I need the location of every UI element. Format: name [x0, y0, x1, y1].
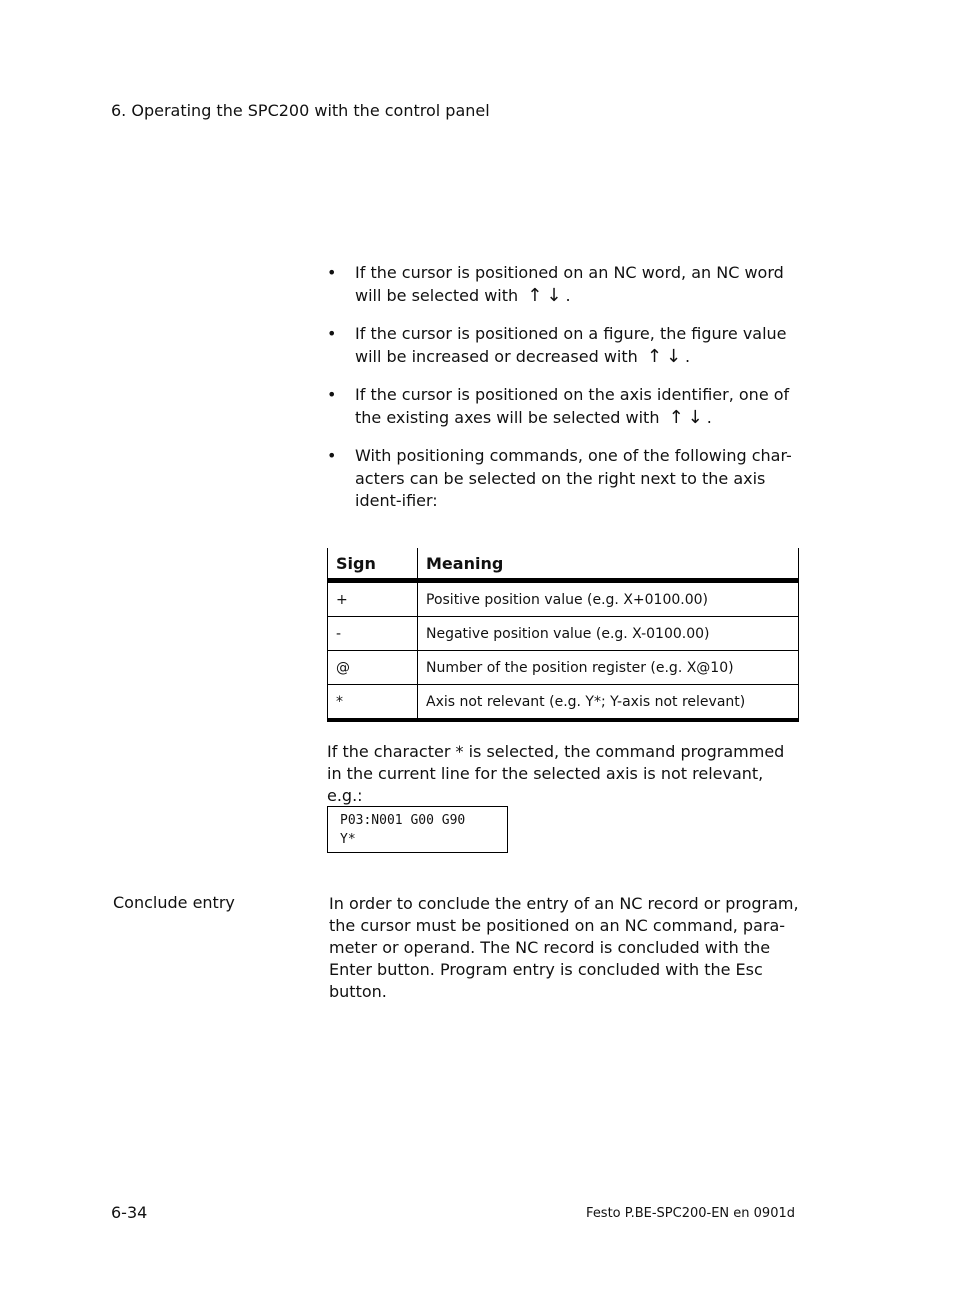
- bullet-item: [327, 445, 802, 513]
- sign-cell: *: [328, 685, 418, 721]
- bullet-dot: •: [327, 446, 337, 465]
- bullet-dot: •: [327, 324, 337, 343]
- up-down-arrows-icon: ↑↓: [668, 406, 707, 428]
- sign-cell: @: [328, 651, 418, 685]
- bullet-end: .: [685, 346, 691, 366]
- bullet-text: With positioning commands, one of the following char-acters can be selected on the right next to the axis ident-ifier:: [355, 446, 792, 510]
- display-line-2: Y*: [340, 832, 356, 847]
- section-header: 6. Operating the SPC200 with the control panel: [111, 101, 490, 120]
- bullet-item: [327, 384, 802, 429]
- column-header-sign: Sign: [328, 548, 418, 581]
- meaning-cell: Axis not relevant (e.g. Y*; Y-axis not relevant): [418, 685, 799, 721]
- meaning-cell: Number of the position register (e.g. X@10): [418, 651, 799, 685]
- table-row: [328, 617, 799, 651]
- explanation-paragraph: If the character * is selected, the command programmed in the current line for the selected axis is not relevant, e.g.:: [327, 742, 785, 805]
- bullet-list: [327, 262, 802, 529]
- bullet-item: [327, 262, 802, 307]
- bullet-text: If the cursor is positioned on the axis identifier, one of the existing axes will be selected with: [355, 385, 790, 427]
- meaning-cell: Positive position value (e.g. X+0100.00): [418, 581, 799, 617]
- bullet-text: If the cursor is positioned on an NC word, an NC word will be selected with: [355, 263, 784, 305]
- bullet-dot: •: [327, 263, 337, 282]
- page-number: 6-34: [111, 1203, 148, 1222]
- margin-label: Conclude entry: [113, 893, 235, 912]
- bullet-dot: •: [327, 385, 337, 404]
- display-example-box: [327, 806, 508, 853]
- bullet-text: If the cursor is positioned on a figure, the figure value will be increased or decreased with: [355, 324, 787, 366]
- document-reference: Festo P.BE-SPC200-EN en 0901d: [586, 1206, 795, 1221]
- meaning-cell: Negative position value (e.g. X-0100.00): [418, 617, 799, 651]
- sign-cell: +: [328, 581, 418, 617]
- bullet-item: [327, 323, 802, 368]
- sign-meaning-table: [327, 548, 799, 722]
- up-down-arrows-icon: ↑↓: [527, 284, 566, 306]
- sign-cell: -: [328, 617, 418, 651]
- bullet-end: .: [706, 407, 712, 427]
- table-row: [328, 685, 799, 721]
- table-row: [328, 651, 799, 685]
- display-line-1: P03:N001 G00 G90: [340, 813, 466, 828]
- table-header-row: [328, 548, 799, 581]
- conclude-paragraph: In order to conclude the entry of an NC record or program, the cursor must be positioned on an NC command, para-meter or operand. The NC record is concluded with the Enter button. Program entry is concluded with the Esc button.: [329, 894, 799, 1001]
- column-header-meaning: Meaning: [418, 548, 799, 581]
- bullet-end: .: [565, 285, 571, 305]
- table-row: [328, 581, 799, 617]
- up-down-arrows-icon: ↑↓: [646, 345, 686, 367]
